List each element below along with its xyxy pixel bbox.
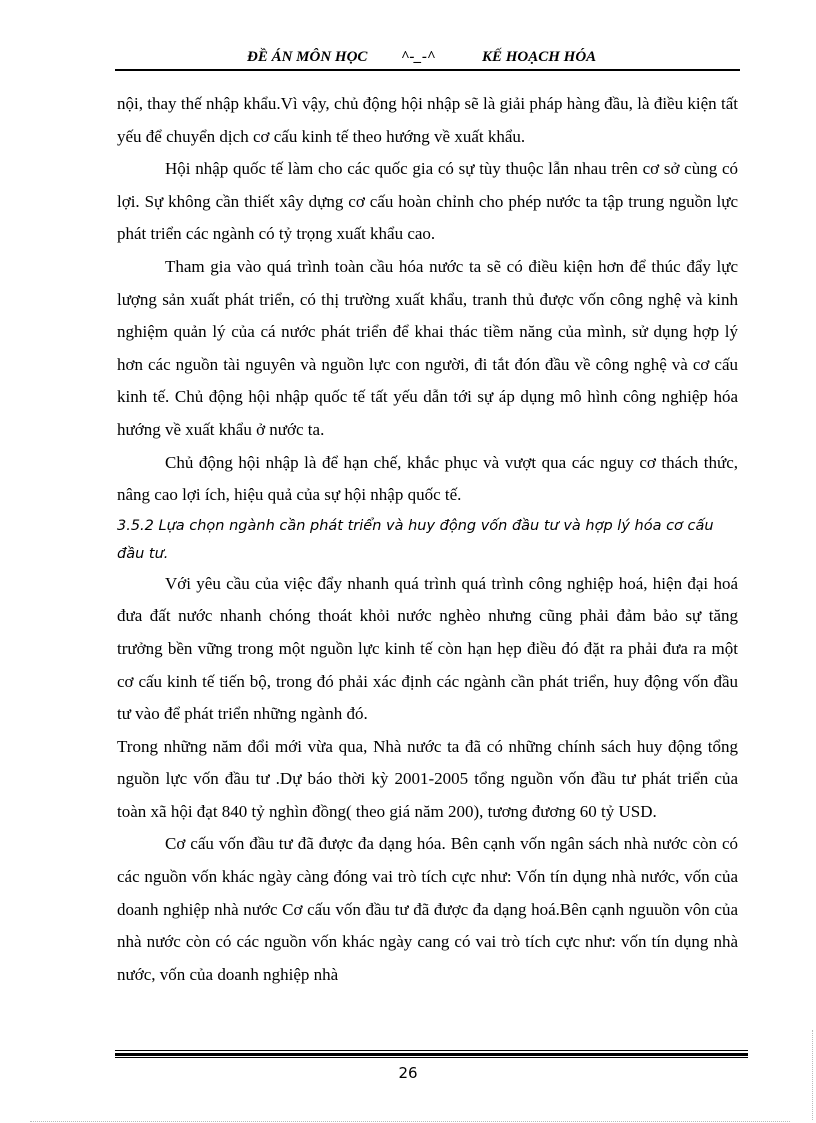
- section-heading: 3.5.2 Lựa chọn ngành cần phát triển và huy động vốn đầu tư và hợp lý hóa cơ cấu đầu tư.: [117, 517, 714, 562]
- paragraph-continuation: nội, thay thế nhập khẩu.Vì vậy, chủ động hội nhập sẽ là giải pháp hàng đầu, là điều kiện tất yếu để chuyển dịch cơ cấu kinh tế theo hướng về xuất khẩu.: [117, 94, 738, 146]
- paragraph: Cơ cấu vốn đầu tư đã được đa dạng hóa. Bên cạnh vốn ngân sách nhà nước còn có các nguồn vốn khác ngày càng đóng vai trò tích cực như: Vốn tín dụng nhà nước, vốn của doanh nghiệp nhà nước Cơ cấu vốn đầu tư đã được đa dạng hoá.Bên cạnh nguuồn vôn của nhà nước còn có các nguồn vốn khác ngày cang có vai trò tích cực như: vốn tín dụng nhà nước, vốn của doanh nghiệp nhà: [117, 834, 738, 984]
- header-rule: [115, 69, 740, 71]
- header-emoticon: ^-_-^: [401, 49, 436, 65]
- page-border-bottom: [30, 1121, 790, 1122]
- paragraph: Chủ động hội nhập là để hạn chế, khắc phục và vượt qua các nguy cơ thách thức, nâng cao lợi ích, hiệu quả của sự hội nhập quốc tế.: [117, 452, 738, 505]
- page-border-right: [812, 1030, 813, 1120]
- paragraph: Hội nhập quốc tế làm cho các quốc gia có sự tùy thuộc lẫn nhau trên cơ sở cùng có lợi. Sự không cần thiết xây dựng cơ cấu hoàn chỉnh cho phép nước ta tập trung nguồn lực phát triển các ngành có tỷ trọng xuất khẩu cao.: [117, 159, 738, 244]
- page-header: [115, 48, 740, 68]
- paragraph: Tham gia vào quá trình toàn cầu hóa nước ta sẽ có điều kiện hơn để thúc đẩy lực lượng sản xuất phát triển, có thị trường xuất khẩu, tranh thủ được vốn công nghệ và kinh nghiệm quản lý của cá nước phát triển để khai thác tiềm năng của mình, sử dụng hợp lý hơn các nguồn tài nguyên và nguồn lực con người, đi tắt đón đầu về công nghệ và cơ cấu kinh tế. Chủ động hội nhập quốc tế tất yếu dẫn tới sự áp dụng mô hình công nghiệp hóa hướng về xuất khẩu ở nước ta.: [117, 256, 738, 439]
- paragraph: Trong những năm đổi mới vừa qua, Nhà nước ta đã có những chính sách huy động tổng nguồn lực vốn đầu tư .Dự báo thời kỳ 2001-2005 tổng nguồn vốn đầu tư phát triển của toàn xã hội đạt 840 tỷ nghìn đồng( theo giá năm 200), tương đương 60 tỷ USD.: [117, 736, 738, 821]
- document-body: [117, 88, 738, 991]
- header-course-title: ĐỀ ÁN MÔN HỌC: [247, 49, 368, 65]
- footer-rule: [115, 1050, 748, 1058]
- paragraph: Với yêu cầu của việc đẩy nhanh quá trình quá trình công nghiệp hoá, hiện đại hoá đưa đất nước nhanh chóng thoát khỏi nước nghèo nhưng cũng phải đảm bảo sự tăng trưởng bền vững trong một nguồn lực kinh tế còn hạn hẹp điều đó đặt ra phải đưa ra một cơ cấu kinh tế tiến bộ, trong đó phải xác định các ngành cần phát triển, huy động vốn đầu tư vào để phát triển những ngành đó.: [117, 573, 738, 724]
- page-number: 26: [398, 1064, 418, 1082]
- header-subject-title: KẾ HOẠCH HÓA: [482, 49, 597, 65]
